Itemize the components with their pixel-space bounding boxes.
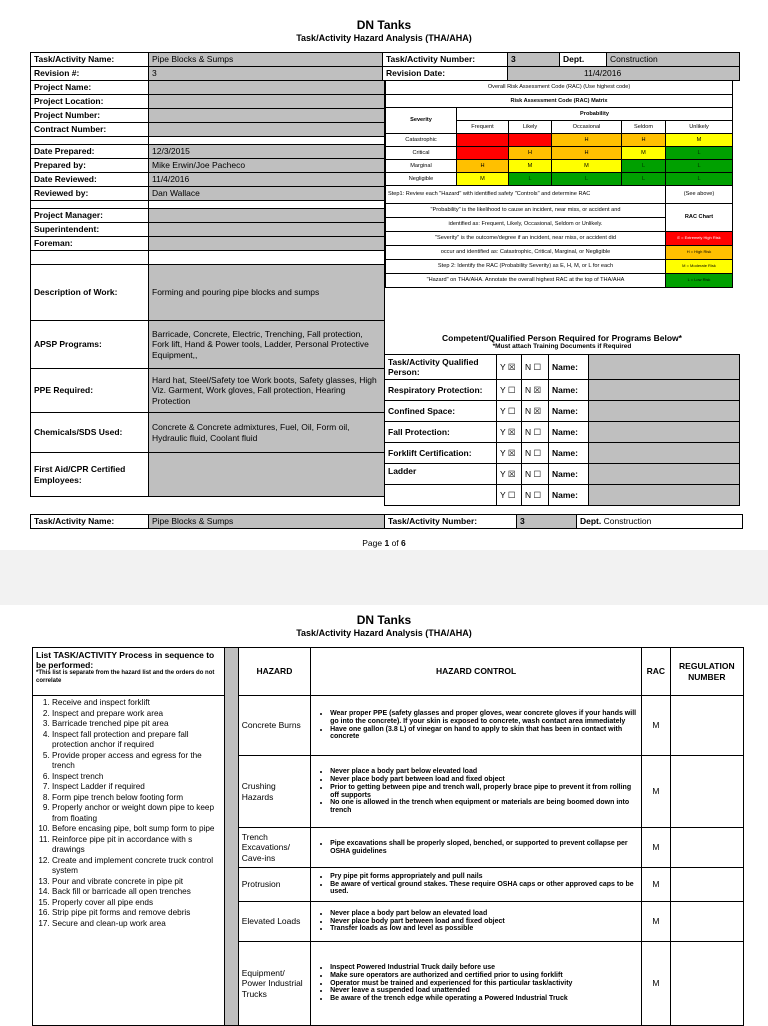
hazard-controls: • Pipe excavations shall be properly sloped, benched, or supported to prevent collapse per OSHA guidelines [311, 828, 642, 868]
no-checkbox[interactable]: N ☐ [522, 443, 549, 464]
step-item: 13. Pour and vibrate concrete in pipe pit [52, 877, 221, 888]
rac-sev-def-1: "Severity" is the outcome/degree if an incident, near miss, or accident did [386, 232, 666, 246]
rac-cell: L [622, 173, 666, 186]
form-subtitle: Task/Activity Hazard Analysis (THA/AHA) [296, 33, 472, 43]
program-label: Ladder [385, 464, 497, 485]
footer-info-table [30, 514, 743, 529]
yes-checkbox[interactable]: Y ☒ [497, 443, 522, 464]
sev-catastrophic: Catastrophic [386, 134, 457, 147]
rac-cell: L [666, 173, 733, 186]
rac-sev-def-2: occur and identified as: Catastrophic, Critical, Marginal, or Negligible [386, 246, 666, 260]
step-item: 3. Barricade trenched pipe pit area [52, 719, 221, 730]
no-checkbox[interactable]: N ☐ [522, 422, 549, 443]
project-location-field[interactable] [149, 95, 385, 109]
yes-checkbox[interactable]: Y ☐ [497, 401, 522, 422]
date-prepared-label: Date Prepared: [31, 145, 149, 159]
step-item: 4. Inspect fall protection and prepare fall protection anchor if required [52, 730, 221, 751]
rac-cell: L [552, 173, 622, 186]
probability-header: Probability [457, 108, 733, 121]
name-label: Name: [549, 355, 589, 380]
hazard-regulation [670, 756, 743, 828]
legend-moderate: M = Moderate Risk [666, 260, 733, 274]
control-col-header: HAZARD CONTROL [311, 648, 642, 696]
prob-col-occasional: Occasional [552, 121, 622, 134]
hazard-regulation [670, 828, 743, 868]
name-label: Name: [549, 380, 589, 401]
rac-step1: Step1: Review each "Hazard" with identified safety "Controls" and determine RAC [386, 186, 666, 204]
ppe-field[interactable]: Hard hat, Steel/Safety toe Work boots, Safety glasses, High Viz. Garment, Work gloves, Fall protection, Hearing Protection [149, 369, 385, 413]
step-item: 16. Strip pipe pit forms and remove debris [52, 908, 221, 919]
rac-hazard-note: "Hazard" on THA/AHA. Annotate the overall highest RAC at the top of THA/AHA [386, 274, 666, 288]
step-item: 2. Inspect and prepare work area [52, 709, 221, 720]
sev-marginal: Marginal [386, 160, 457, 173]
programs-table [384, 354, 740, 506]
reviewed-by-label: Reviewed by: [31, 187, 149, 201]
hazard-rac: M [642, 902, 671, 942]
rac-col-header: RAC [642, 648, 671, 696]
task-name-label: Task/Activity Name: [31, 53, 149, 67]
program-label: Forklift Certification: [385, 443, 497, 464]
rac-matrix [385, 80, 733, 288]
date-reviewed-label: Date Reviewed: [31, 173, 149, 187]
step-item: 14. Back fill or barricade all open trenches [52, 887, 221, 898]
hazard-col-header: HAZARD [238, 648, 310, 696]
company-title-2: DN Tanks [356, 613, 412, 627]
hazard-regulation [670, 696, 743, 756]
rac-cell: M [666, 134, 733, 147]
step-item: 15. Properly cover all pipe ends [52, 898, 221, 909]
competent-note: *Must attach Training Documents if Required [492, 343, 632, 350]
hazard-name: Protrusion [238, 868, 310, 902]
name-field[interactable] [589, 422, 740, 443]
project-number-label: Project Number: [31, 109, 149, 123]
step-item: 11. Reinforce pipe pit in accordance with s drawings [52, 835, 221, 856]
description-label: Description of Work: [31, 265, 149, 321]
rac-step2: Step 2: Identify the RAC (Probability Severity) as E, H, M, or L for each [386, 260, 666, 274]
competent-header: Competent/Qualified Person Required for Programs Below* [442, 333, 682, 343]
rac-cell: H [622, 134, 666, 147]
yes-checkbox[interactable]: Y ☒ [497, 464, 522, 485]
severity-header: Severity [386, 108, 457, 134]
revision-label: Revision #: [31, 67, 149, 81]
rac-prob-def-2: identified as: Frequent, Likely, Occasional, Seldom or Unlikely. [386, 218, 666, 232]
step-item: 6. Inspect trench [52, 772, 221, 783]
prepared-by-field[interactable]: Mike Erwin/Joe Pacheco [149, 159, 385, 173]
name-field[interactable] [589, 401, 740, 422]
steps-list-cell [33, 696, 225, 1026]
rac-cell: H [552, 134, 622, 147]
rac-cell: H [552, 147, 622, 160]
hazard-name: Equipment/ Power Industrial Trucks [238, 942, 310, 1026]
rac-cell: L [666, 147, 733, 160]
legend-extreme: E = Extremely High Risk [666, 232, 733, 246]
name-label: Name: [549, 464, 589, 485]
rac-matrix-title: Risk Assessment Code (RAC) Matrix [386, 95, 733, 108]
no-checkbox[interactable]: N ☐ [522, 464, 549, 485]
legend-low: L = Low Risk [666, 274, 733, 288]
revision-date-field[interactable]: 11/4/2016 [508, 67, 740, 81]
rac-cell: H [509, 147, 552, 160]
program-label: Task/Activity Qualified Person: [385, 355, 497, 380]
rac-see-above: (See above) [666, 186, 733, 204]
footer-task-number: 3 [517, 515, 577, 529]
hazard-rac: M [642, 828, 671, 868]
yes-checkbox[interactable]: Y ☒ [497, 355, 522, 380]
hazard-rac: M [642, 868, 671, 902]
form-subtitle-2: Task/Activity Hazard Analysis (THA/AHA) [296, 628, 472, 638]
hazard-name: Elevated Loads [238, 902, 310, 942]
regulation-col-header: REGULATION NUMBER [670, 648, 743, 696]
contract-number-field[interactable] [149, 123, 385, 137]
date-reviewed-field[interactable]: 11/4/2016 [149, 173, 385, 187]
prob-col-seldom: Seldom [622, 121, 666, 134]
yes-checkbox[interactable]: Y ☒ [497, 422, 522, 443]
hazard-rac: M [642, 696, 671, 756]
hazard-regulation [670, 942, 743, 1026]
legend-high: H = High Risk [666, 246, 733, 260]
steps-list [36, 698, 221, 929]
name-field[interactable] [589, 355, 740, 380]
no-checkbox[interactable]: N ☒ [522, 380, 549, 401]
rac-cell: M [552, 160, 622, 173]
document-page-2 [0, 605, 768, 1024]
ppe-label: PPE Required: [31, 369, 149, 413]
description-field[interactable]: Forming and pouring pipe blocks and sumps [149, 265, 385, 321]
project-manager-field[interactable] [149, 209, 385, 223]
rac-cell: H [457, 160, 509, 173]
sev-negligible: Negligible [386, 173, 457, 186]
hazard-controls: • Pry pipe pit forms appropriately and pull nails • Be aware of vertical ground stakes. These require OSHA caps or other approved caps to be used. [311, 868, 642, 902]
footer-task-number-label: Task/Activity Number: [385, 515, 517, 529]
program-label: Fall Protection: [385, 422, 497, 443]
name-label: Name: [549, 401, 589, 422]
yes-checkbox[interactable]: Y ☐ [497, 485, 522, 506]
hazard-name: Trench Excavations/ Cave-ins [238, 828, 310, 868]
hazard-rac: M [642, 756, 671, 828]
dept-field[interactable]: Construction [607, 53, 740, 67]
rac-overall-title: Overall Risk Assessment Code (RAC) (Use highest code) [386, 81, 733, 95]
step-item: 12. Create and implement concrete truck control system [52, 856, 221, 877]
hazard-name: Crushing Hazards [238, 756, 310, 828]
rac-cell: L [622, 160, 666, 173]
rac-cell: M [457, 173, 509, 186]
step-item: 9. Properly anchor or weight down pipe to keep from floating [52, 803, 221, 824]
steps-header: List TASK/ACTIVITY Process in sequence to be performed: *This list is separate from the hazard list and the orders do not correlate [33, 648, 225, 696]
competent-header-block [385, 333, 739, 350]
contract-number-label: Contract Number: [31, 123, 149, 137]
step-item: 17. Secure and clean-up work area [52, 919, 221, 930]
chem-label: Chemicals/SDS Used: [31, 413, 149, 453]
rac-prob-def-1: "Probability" is the likelihood to cause an incident, near miss, or accident and [386, 204, 666, 218]
rac-cell: M [622, 147, 666, 160]
no-checkbox[interactable]: N ☐ [522, 355, 549, 380]
prob-col-frequent: Frequent [457, 121, 509, 134]
apsp-field[interactable]: Barricade, Concrete, Electric, Trenching, Fall protection, Fork lift, Hand & Power tools, Ladder, Personal Protective Equipment,, [149, 321, 385, 369]
rac-cell: L [509, 173, 552, 186]
task-name-field[interactable]: Pipe Blocks & Sumps [149, 53, 383, 67]
revision-date-label: Revision Date: [383, 67, 508, 81]
footer-task-name: Pipe Blocks & Sumps [149, 515, 385, 529]
program-label: Confined Space: [385, 401, 497, 422]
chem-field[interactable]: Concrete & Concrete admixtures, Fuel, Oil, Form oil, Hydraulic fluid, Coolant fluid [149, 413, 385, 453]
apsp-label: APSP Programs: [31, 321, 149, 369]
dept-label: Dept. [560, 53, 607, 67]
foreman-label: Foreman: [31, 237, 149, 251]
hazard-regulation [670, 868, 743, 902]
rac-cell: E [509, 134, 552, 147]
program-label [385, 485, 497, 506]
first-aid-field[interactable] [149, 453, 385, 497]
step-item: 8. Form pipe trench below footing form [52, 793, 221, 804]
project-location-label: Project Location: [31, 95, 149, 109]
prob-col-unlikely: Unlikely [666, 121, 733, 134]
project-manager-label: Project Manager: [31, 209, 149, 223]
foreman-field[interactable] [149, 237, 385, 251]
name-field[interactable] [589, 443, 740, 464]
separator-column [224, 648, 238, 1026]
hazard-regulation [670, 902, 743, 942]
footer-dept: Dept. Construction [577, 515, 743, 529]
no-checkbox[interactable]: N ☐ [522, 485, 549, 506]
superintendent-field[interactable] [149, 223, 385, 237]
hazard-table [32, 647, 744, 1026]
name-field[interactable] [589, 380, 740, 401]
step-item: 10. Before encasing pipe, bolt sump form to pipe [52, 824, 221, 835]
step-item: 1. Receive and inspect forklift [52, 698, 221, 709]
step-item: 7. Inspect Ladder if required [52, 782, 221, 793]
prepared-by-label: Prepared by: [31, 159, 149, 173]
yes-checkbox[interactable]: Y ☐ [497, 380, 522, 401]
date-prepared-field[interactable]: 12/3/2015 [149, 145, 385, 159]
name-label: Name: [549, 443, 589, 464]
project-number-field[interactable] [149, 109, 385, 123]
rac-cell: L [666, 160, 733, 173]
footer-task-name-label: Task/Activity Name: [31, 515, 149, 529]
page-number-1: Page 1 of 6 [362, 538, 406, 548]
prob-col-likely: Likely [509, 121, 552, 134]
page-gap [0, 550, 768, 605]
step-item: 5. Provide proper access and egress for the trench [52, 751, 221, 772]
hazard-controls: • Inspect Powered Industrial Truck daily before use • Make sure operators are authorized and certified prior to using forklift • Operator must be trained and experienced for this particular task/activity • Never leave a suspended load unattended • Be aware of the trench edge while operating a Powered Industrial Truck [311, 942, 642, 1026]
rac-cell: E [457, 147, 509, 160]
task-number-field[interactable]: 3 [508, 53, 560, 67]
header-info-table [30, 52, 740, 81]
sev-critical: Critical [386, 147, 457, 160]
program-label: Respiratory Protection: [385, 380, 497, 401]
rac-chart-label: RAC Chart [666, 204, 733, 232]
hazard-name: Concrete Burns [238, 696, 310, 756]
rac-cell: E [457, 134, 509, 147]
hazard-rac: M [642, 942, 671, 1026]
superintendent-label: Superintendent: [31, 223, 149, 237]
hazard-controls: • Never place a body part below elevated load • Never place body part between load and fixed object • Prior to getting between pipe and trench wall, properly brace pipe to prevent it from rolling off supports • No one is allowed in the trench when equipment or materials are being boomed down into trench [311, 756, 642, 828]
rac-cell: M [509, 160, 552, 173]
reviewed-by-field[interactable]: Dan Wallace [149, 187, 385, 201]
project-name-field[interactable] [149, 81, 385, 95]
first-aid-label: First Aid/CPR Certified Employees: [31, 453, 149, 497]
name-field[interactable] [589, 464, 740, 485]
hazard-controls: • Wear proper PPE (safety glasses and proper gloves, wear concrete gloves if your hands will go into the concrete). If your skin is exposed to concrete, wash contact area immediately • Have one gallon (3.8 L) of vinegar on hand to apply to skin that has been in contact with concrete [311, 696, 642, 756]
name-label: Name: [549, 485, 589, 506]
no-checkbox[interactable]: N ☒ [522, 401, 549, 422]
name-field[interactable] [589, 485, 740, 506]
company-title: DN Tanks [356, 18, 412, 32]
revision-field[interactable]: 3 [149, 67, 383, 81]
project-name-label: Project Name: [31, 81, 149, 95]
hazard-controls: • Never place a body part below an elevated load • Never place body part between load and fixed object • Transfer loads as low and level as possible [311, 902, 642, 942]
task-number-label: Task/Activity Number: [383, 53, 508, 67]
name-label: Name: [549, 422, 589, 443]
project-info-table [30, 80, 385, 497]
